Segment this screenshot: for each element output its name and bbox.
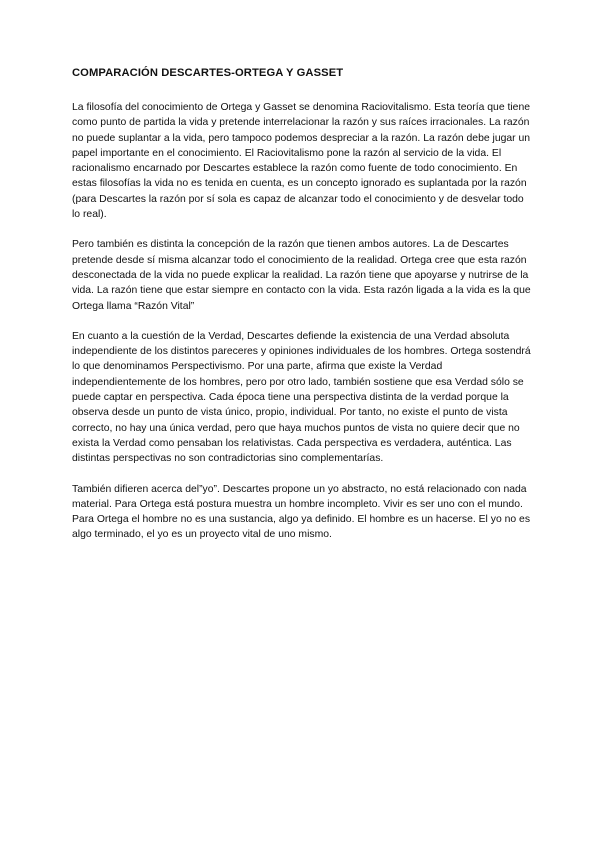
paragraph-razon-vital: Pero también es distinta la concepción de la razón que tienen ambos autores. La de Descartes pretende desde sí misma alcanzar todo el conocimiento de la realidad. Ortega cree que esta razón desconectada de la vida no puede explicar la realidad. La razón tiene que apoyarse y nutrirse de la vida. La razón tiene que estar siempre en contacto con la vida. Esta razón ligada a la vida es la que Ortega llama “Razón Vital” <box>72 239 531 312</box>
document-body <box>72 66 532 558</box>
paragraph-yo: También difieren acerca del”yo”. Descartes propone un yo abstracto, no está relacionado con nada material. Para Ortega está postura muestra un hombre incompleto. Vivir es ser uno con el mundo. Para Ortega el hombre no es una sustancia, algo ya definido. El hombre es un hacerse. El yo no es algo terminado, el yo es un proyecto vital de uno mismo. <box>72 483 531 541</box>
paragraph-raciovitalismo: La filosofía del conocimiento de Ortega y Gasset se denomina Raciovitalismo. Esta teoría que tiene como punto de partida la vida y pretende interrelacionar la razón y sus raíces irracionales. La razón no puede suplantar a la vida, pero tampoco podemos despreciar a la razón. La razón debe jugar un papel importante en el conocimiento. El Raciovitalismo pone la razón al servicio de la vida. El racionalismo encarnado por Descartes establece la razón como fuente de todo conocimiento. En estas filosofías la vida no es tenida en cuenta, es un concepto ignorado es suplantada por la razón (para Descartes la razón por sí sola es capaz de alcanzar todo el conocimiento y de desvelar todo lo real). <box>72 102 531 221</box>
document-title: COMPARACIÓN DESCARTES-ORTEGA Y GASSET <box>72 67 344 79</box>
paragraph-verdad-perspectivismo: En cuanto a la cuestión de la Verdad, Descartes defiende la existencia de una Verdad absoluta independiente de los distintos pareceres y opiniones individuales de los hombres. Ortega sostendrá lo que denominamos Perspectivismo. Por una parte, afirma que existe la Verdad independientemente de los hombres, pero por otro lado, también sostiene que esa Verdad sólo se puede captar en perspectiva. Cada época tiene una perspectiva distinta de la verdad porque la observa desde un punto de vista único, propio, individual. Por tanto, no existe el punto de vista correcto, no hay una única verdad, pero que haya muchos puntos de vista no quiere decir que no exista la Verdad como pensaban los relativistas. Cada perspectiva es verdadera, auténtica. Las distintas perspectivas no son contradictorias sino complementarías. <box>72 330 531 465</box>
